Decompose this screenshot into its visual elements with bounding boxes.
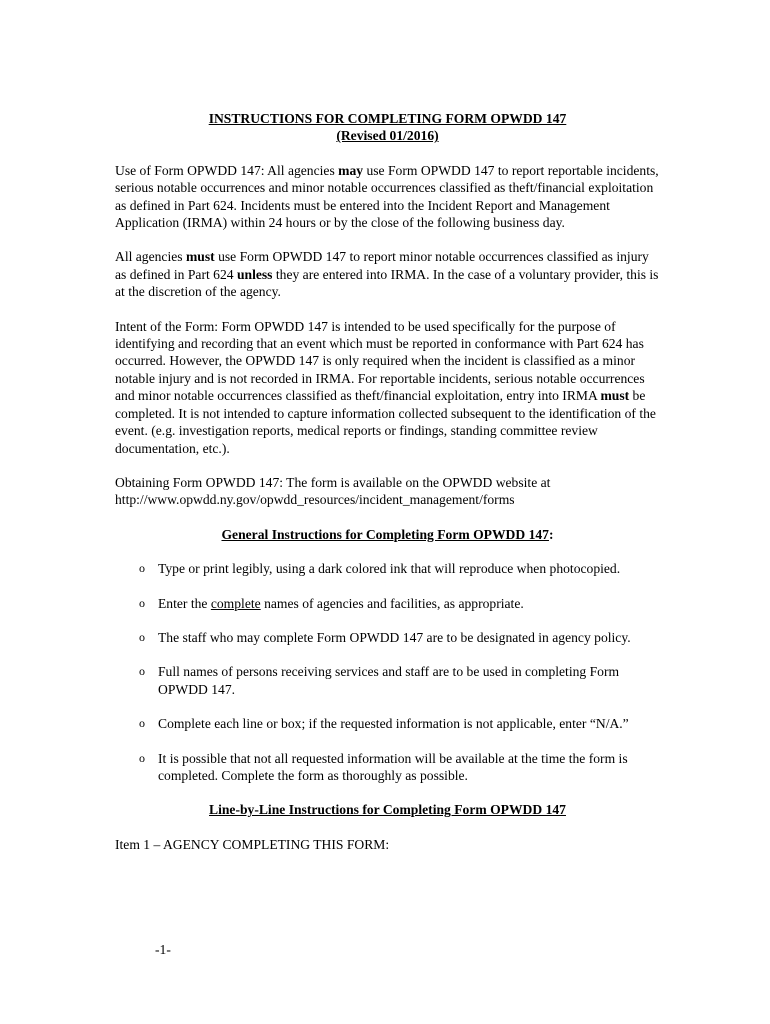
title-line-1: INSTRUCTIONS FOR COMPLETING FORM OPWDD 147 (208, 111, 567, 126)
general-instructions-heading (115, 526, 660, 543)
bullet-icon: o (139, 750, 145, 765)
bullet-text: Complete each line or box; if the requested information is not applicable, enter “N/A.” (158, 716, 629, 732)
list-item (115, 715, 660, 732)
list-item (115, 629, 660, 646)
p1-emphasis-may: may (338, 162, 364, 178)
p2-text-e: they are entered into IRMA. In the case of a voluntary provider, this is at the discretion of the agency. (115, 266, 659, 300)
forms-url-link[interactable]: http://www.opwdd.ny.gov/opwdd_resources/incident_management/forms (115, 492, 515, 508)
obtaining-form-text: Obtaining Form OPWDD 147: The form is available on the OPWDD website at (115, 474, 551, 490)
paragraph-must-use (115, 248, 660, 300)
item-1-heading: Item 1 – AGENCY COMPLETING THIS FORM: (115, 836, 390, 852)
list-item (115, 750, 660, 785)
p3-text-c: be completed. It is not intended to capture information collected subsequent to the identification of the event. (e.g. investigation reports, medical reports or findings, standing committee review documentation, etc.). (115, 388, 656, 456)
bullet-icon: o (139, 629, 145, 644)
bullet-text: It is possible that not all requested information will be available at the time the form is completed. Complete the form as thoroughly as possible. (158, 750, 628, 783)
bullet-text: names of agencies and facilities, as appropriate. (260, 595, 524, 611)
p2-emphasis-must: must (185, 249, 215, 265)
bullet-text: The staff who may complete Form OPWDD 147 are to be designated in agency policy. (158, 629, 631, 645)
bullet-text: Enter the (158, 595, 211, 611)
bullet-text: Type or print legibly, using a dark colored ink that will reproduce when photocopied. (158, 561, 621, 577)
line-by-line-heading (115, 801, 660, 818)
document-body (115, 110, 660, 853)
bullet-icon: o (139, 561, 145, 576)
p2-text-a: All agencies (115, 249, 186, 265)
bullet-emphasis-complete: complete (210, 595, 261, 611)
general-heading-colon: : (548, 526, 554, 542)
paragraph-intent-of-form (115, 318, 660, 457)
line-heading-text: Line-by-Line Instructions for Completing Form OPWDD 147 (209, 802, 566, 818)
list-item (115, 560, 660, 577)
bullet-icon: o (139, 595, 145, 610)
p3-text-a: Intent of the Form: Form OPWDD 147 is intended to be used specifically for the purpose of identifying and recording that an event which must be reported in conformance with Part 624 has occurred. However, the OPWDD 147 is only required when the incident is classified as a minor notable injury and is not recorded in IRMA. For reportable incidents, serious notable occurrences and minor notable occurrences classified as theft/financial exploitation, entry into IRMA (115, 318, 645, 404)
p1-text-a: Use of Form OPWDD 147: All agencies (115, 162, 339, 178)
paragraph-use-of-form (115, 162, 660, 232)
p3-emphasis-must: must (600, 388, 630, 404)
list-item (115, 595, 660, 612)
bullet-icon: o (139, 664, 145, 679)
list-item (115, 663, 660, 698)
general-heading-text: General Instructions for Completing Form OPWDD 147 (221, 526, 549, 542)
document-title (115, 110, 660, 145)
p2-emphasis-unless: unless (236, 266, 273, 282)
bullet-icon: o (139, 716, 145, 731)
title-line-2: (Revised 01/2016) (336, 128, 439, 144)
general-instructions-list (115, 560, 660, 784)
paragraph-obtaining-form (115, 474, 660, 509)
bullet-text: Full names of persons receiving services and staff are to be used in completing Form OPWDD 147. (158, 664, 620, 697)
p1-text-c: use Form OPWDD 147 to report reportable incidents, serious notable occurrences and minor notable occurrences classified as theft/financial exploitation as defined in Part 624. Incidents must be entered into the Incident Report and Management Application (IRMA) within 24 hours or by the close of the following business day. (115, 162, 659, 231)
page-number: -1- (155, 942, 171, 957)
p2-text-c: use Form OPWDD 147 to report minor notable occurrences classified as injury as defined in Part 624 (115, 249, 649, 282)
